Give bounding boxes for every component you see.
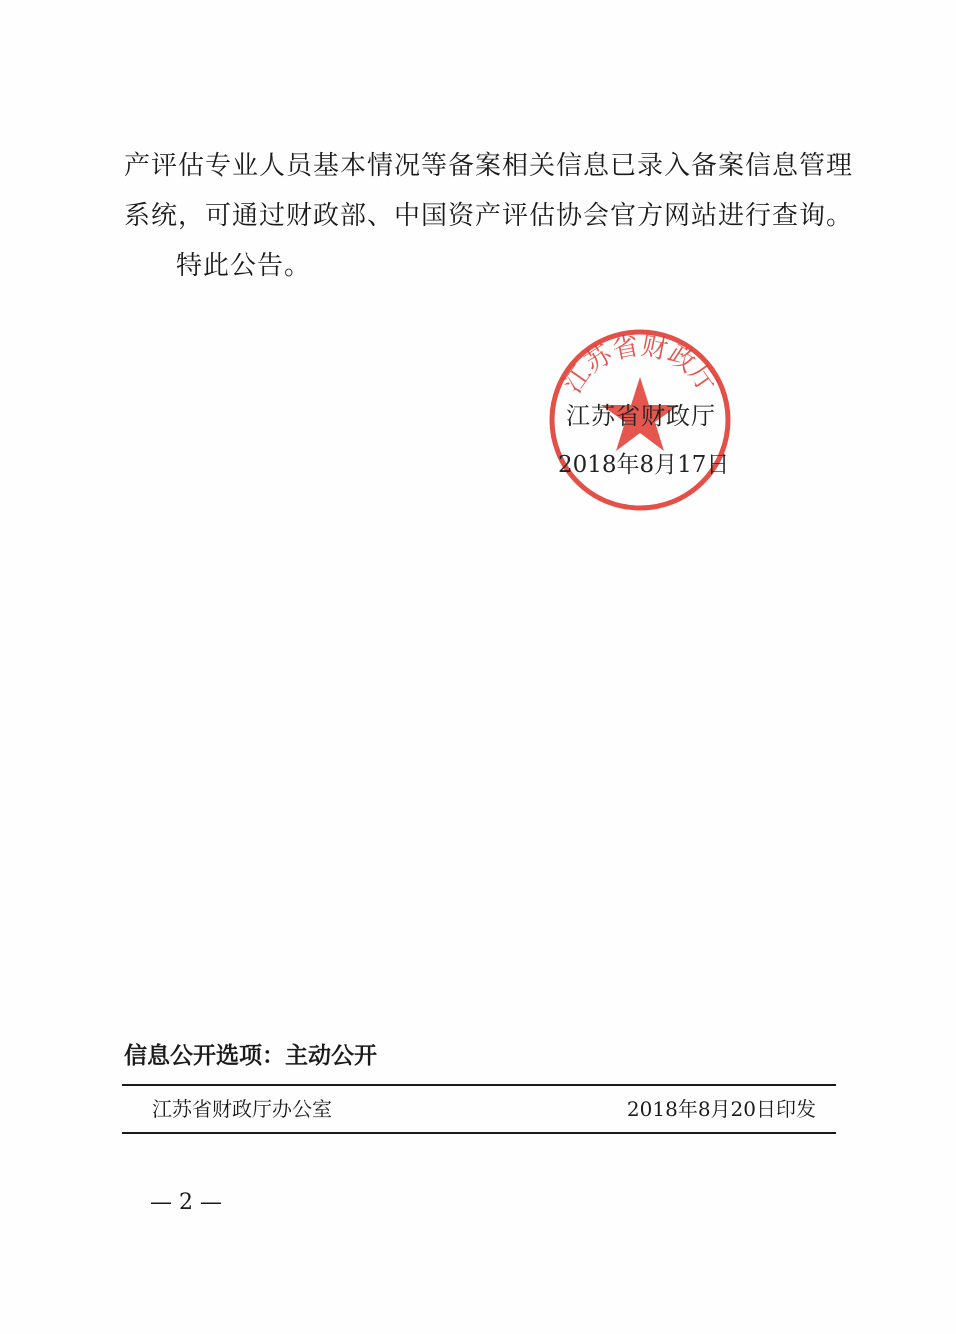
signature-organization: 江苏省财政厅	[566, 402, 716, 430]
seal-text: 江苏省财政厅	[558, 331, 722, 399]
issuing-office: 江苏省财政厅办公室	[152, 1097, 332, 1121]
footer-top-rule	[122, 1084, 836, 1086]
body-line-1: 产评估专业人员基本情况等备案相关信息已录入备案信息管理	[124, 151, 854, 181]
closing-line: 特此公告。	[176, 251, 312, 281]
signature-date: 2018年8月17日	[558, 452, 730, 478]
disclosure-option: 信息公开选项：主动公开	[124, 1043, 377, 1069]
body-line-2: 系统，可通过财政部、中国资产评估协会官方网站进行查询。	[124, 201, 854, 231]
issue-date: 2018年8月20日印发	[626, 1097, 816, 1121]
page-number: — 2 —	[150, 1190, 222, 1215]
footer-bottom-rule	[122, 1132, 836, 1134]
